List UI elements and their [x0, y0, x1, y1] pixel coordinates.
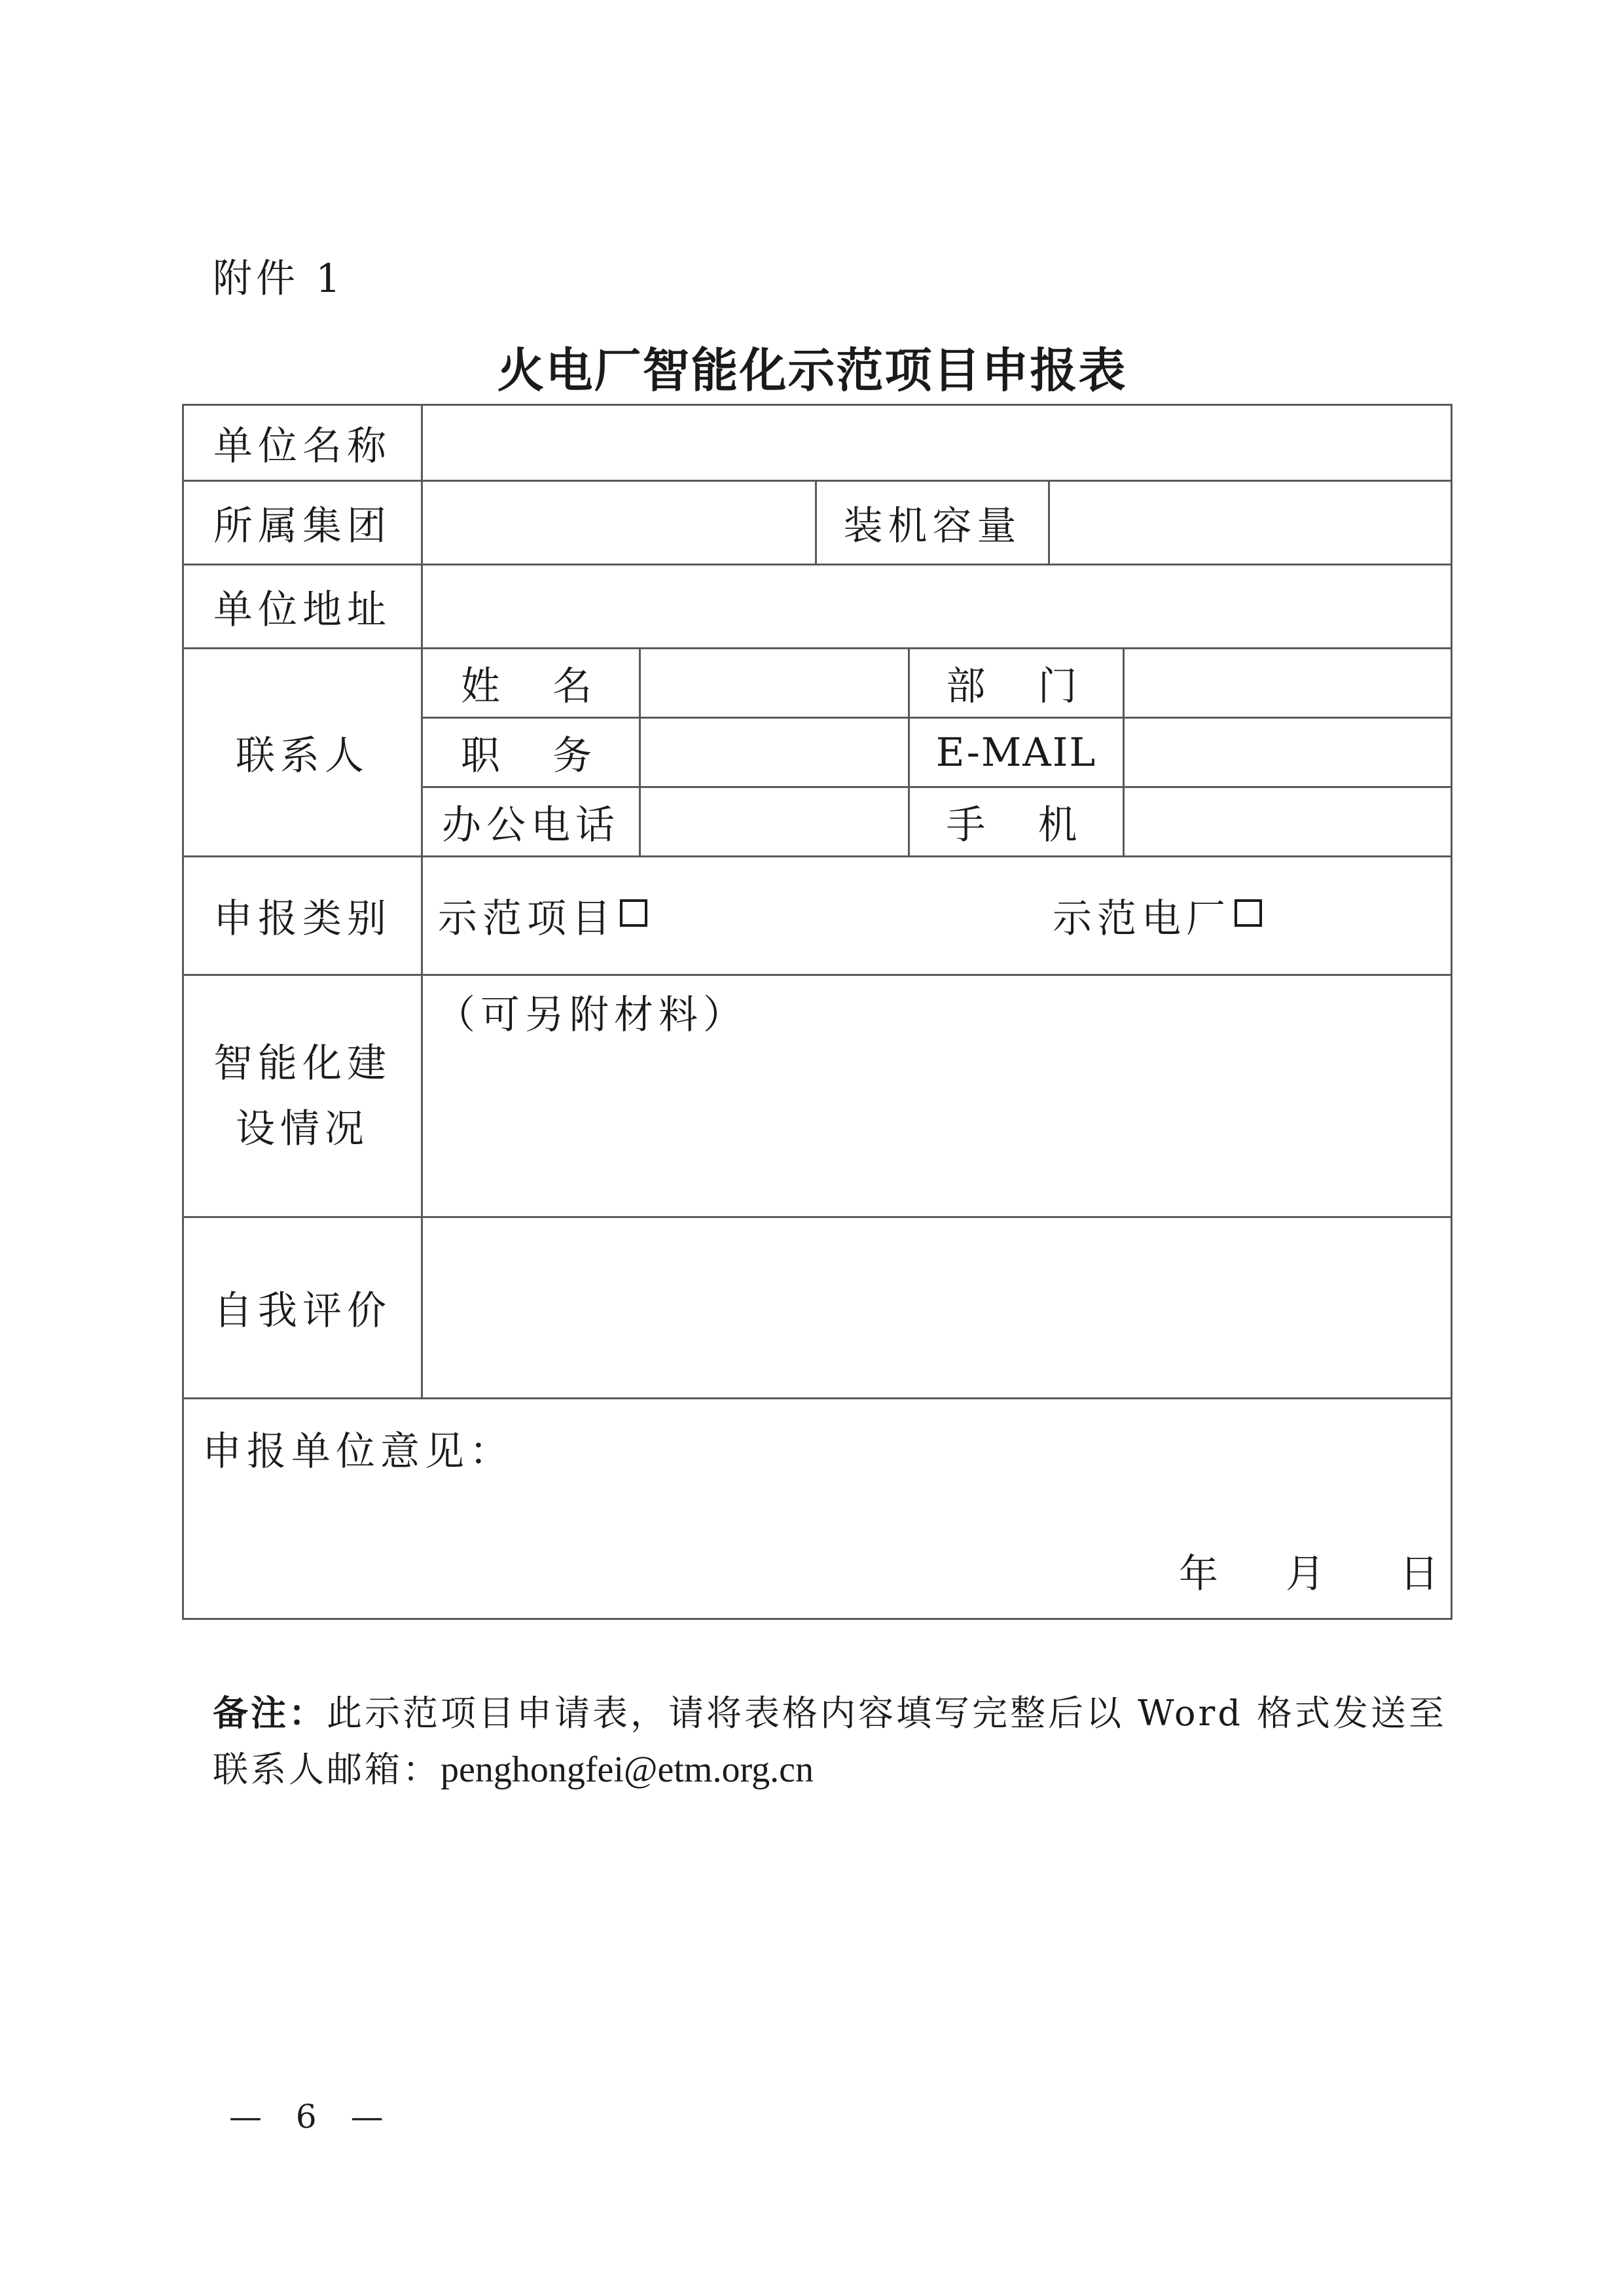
construction-label: [184, 976, 421, 1216]
note-email[interactable]: penghongfei@etm.org.cn: [441, 1749, 814, 1790]
capacity-field[interactable]: [1050, 482, 1451, 564]
construction-label-line1: 智能化建: [213, 1040, 391, 1086]
opinion-label: 申报单位意见：: [202, 1429, 514, 1475]
email-field[interactable]: [1125, 719, 1451, 786]
construction-hint: （可另附材料）: [436, 992, 748, 1038]
position-label: 职 务: [460, 732, 602, 779]
category-option-1-label: 示范项目: [438, 896, 616, 942]
construction-label-line2: 设情况: [236, 1105, 369, 1152]
application-form: [182, 404, 1453, 1620]
self-eval-label: 自我评价: [213, 1288, 391, 1334]
date-month: 月: [1286, 1551, 1330, 1597]
position-field[interactable]: [641, 719, 908, 786]
checkbox-icon[interactable]: [1235, 899, 1262, 927]
category-option-demo-project[interactable]: [438, 857, 831, 974]
page-title: 火电厂智能化示范项目申报表: [497, 343, 1127, 398]
attachment-label: 附件 1: [213, 256, 345, 302]
self-eval-field[interactable]: [423, 1218, 1451, 1397]
office-phone-field[interactable]: [641, 788, 908, 855]
email-label: E-MAIL: [935, 729, 1097, 776]
note-label: 备注：: [213, 1693, 327, 1734]
group-label: 所属集团: [213, 503, 391, 549]
date-day: 日: [1399, 1551, 1444, 1597]
unit-name-label: 单位名称: [213, 423, 391, 469]
note: [213, 1685, 1456, 1798]
office-phone-label: 办公电话: [442, 802, 620, 848]
address-field[interactable]: [423, 565, 1451, 647]
checkbox-icon[interactable]: [620, 899, 647, 927]
dept-label: 部 门: [946, 663, 1087, 709]
contact-label: 联系人: [236, 732, 369, 779]
address-label: 单位地址: [213, 586, 391, 633]
mobile-label: 手 机: [946, 802, 1087, 848]
capacity-label: 装机容量: [843, 503, 1022, 549]
note-text: 此示范项目申请表，请将表格内容填写完整后以 Word 格式发送至联系人邮箱：: [213, 1693, 1447, 1790]
unit-name-field[interactable]: [423, 406, 1451, 480]
category-option-demo-plant[interactable]: [1053, 857, 1445, 974]
name-label: 姓 名: [460, 663, 602, 709]
group-field[interactable]: [423, 482, 815, 564]
category-option-2-label: 示范电厂: [1053, 896, 1231, 942]
category-label: 申报类别: [213, 896, 391, 942]
construction-field[interactable]: [423, 976, 1451, 1216]
name-field[interactable]: [641, 649, 908, 717]
date-year: 年: [1179, 1551, 1223, 1597]
opinion-field[interactable]: [184, 1399, 1451, 1618]
dept-field[interactable]: [1125, 649, 1451, 717]
page-number: — 6 —: [229, 2098, 395, 2136]
mobile-field[interactable]: [1125, 788, 1451, 855]
